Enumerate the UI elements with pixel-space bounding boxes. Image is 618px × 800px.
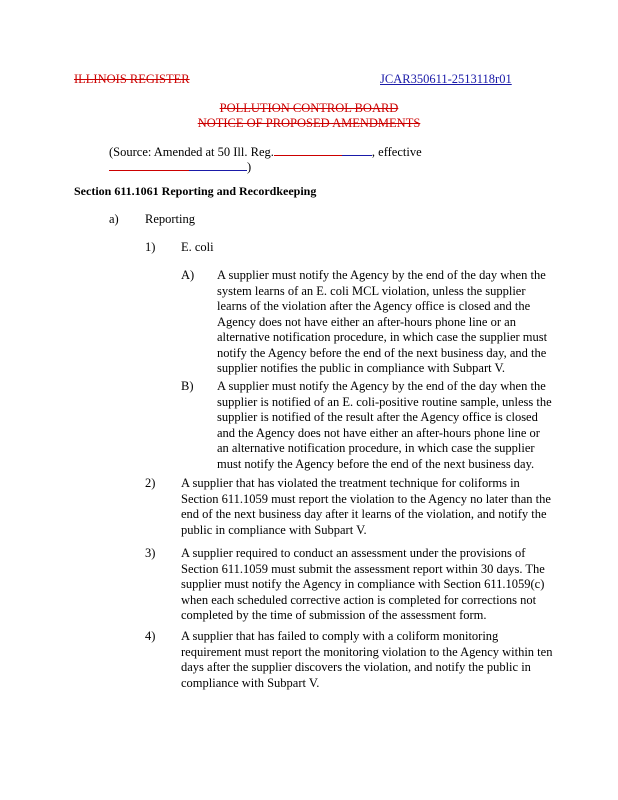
register-header: ILLINOIS REGISTER <box>74 72 190 86</box>
item-4-text: A supplier that has failed to comply with a coliform monitoring requirement must report the monitoring violation to the Agency within ten days after the supplier discovers the violation, and notify the public in compliance with Subpart V. <box>181 629 553 690</box>
item-3-label: 3) <box>145 546 156 560</box>
item-2-text: A supplier that has violated the treatment technique for coliforms in Section 611.1059 must report the violation to the Agency no later than the end of the next business day after it learns of the violation, and notify the public in compliance with Subpart V. <box>181 476 551 537</box>
reg-blank-2 <box>342 143 372 156</box>
source-effective: , effective <box>371 145 422 159</box>
item-1B-label: B) <box>181 379 194 393</box>
source-close: ) <box>247 160 252 174</box>
item-1B-text: A supplier must notify the Agency by the end of the day when the supplier is notified of an E. coli-positive routine sample, unless the supplier is notified of the result after the Agency office is closed and the Agency does not have either an after-hours phone line or an alternative notification procedure, in which case the supplier must notify the Agency before the end of the next business day. <box>217 379 552 471</box>
item-1A-label: A) <box>181 268 195 282</box>
effective-blank <box>109 158 189 171</box>
notice-title: NOTICE OF PROPOSED AMENDMENTS <box>197 116 421 130</box>
item-2-label: 2) <box>145 476 156 490</box>
item-4-label: 4) <box>145 629 156 643</box>
source-prefix: (Source: Amended at 50 Ill. Reg. <box>109 145 274 159</box>
effective-blank-2 <box>189 158 247 171</box>
item-1A-text: A supplier must notify the Agency by the end of the day when the system learns of an E. coli MCL violation, unless the supplier learns of the violation after the Agency office is closed and the Agency does not have either an after-hours phone line or an alternative notification procedure, in which case the supplier must notify the Agency before the end of the next business day, and the supplier notifies the public in compliance with Subpart V. <box>217 268 548 375</box>
reg-blank <box>274 143 342 156</box>
subsection-a-title: Reporting <box>145 212 195 226</box>
subsection-a-label: a) <box>109 212 119 226</box>
item-1-label: 1) <box>145 240 156 254</box>
item-3-text: A supplier required to conduct an assessment under the provisions of Section 611.1059 must submit the assessment report within 30 days. The supplier must notify the Agency in compliance with Section 611.1059(c) when each scheduled corrective action is completed for corrections not completed by the time of submission of the assessment form. <box>181 546 545 622</box>
document-code: JCAR350611-2513118r01 <box>380 72 512 86</box>
item-1-title: E. coli <box>181 240 214 254</box>
source-line-2 <box>109 158 409 176</box>
section-heading: Section 611.1061 Reporting and Recordkeeping <box>74 184 317 198</box>
agency-title: POLLUTION CONTROL BOARD <box>219 101 399 115</box>
